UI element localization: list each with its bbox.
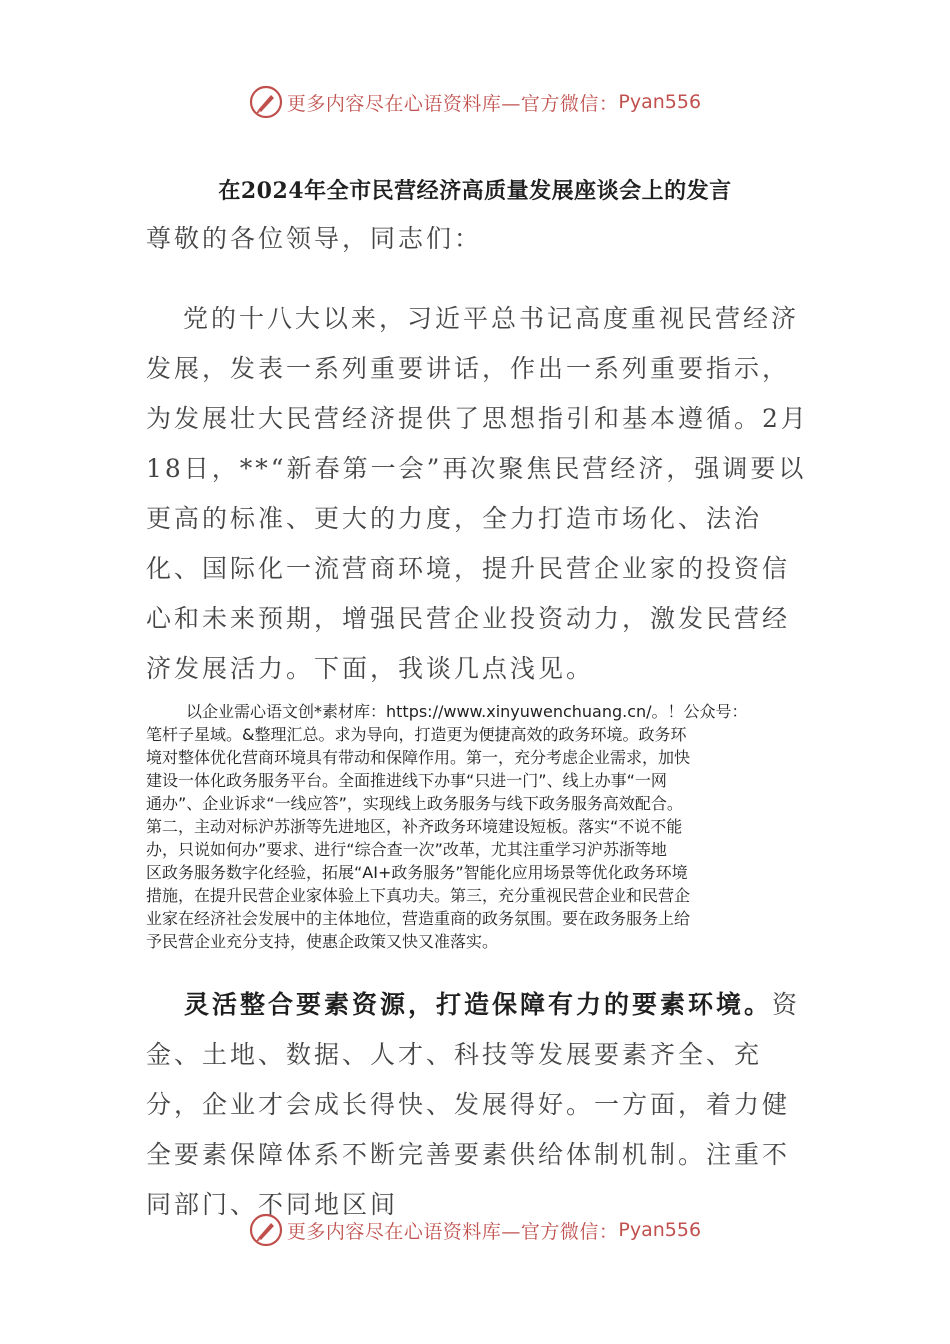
paragraph-2: [146, 980, 816, 1230]
small-text-line: 业家在经济社会发展中的主体地位，营造重商的政务氛围。要在政务服务上给: [146, 909, 691, 928]
paragraph-2-heading: 灵活整合要素资源，打造保障有力的要素环境。: [184, 990, 773, 1019]
pen-logo-icon: [249, 85, 283, 119]
small-text-line: 境对整体优化营商环境具有带动和保障作用。第一，充分考虑企业需求，加快: [146, 748, 691, 767]
pen-logo-icon: [249, 1213, 283, 1247]
banner-text: 更多内容尽在心语资料库—官方微信：: [286, 92, 619, 115]
document-title: 在2024年全市民营经济高质量发展座谈会上的发言: [218, 178, 732, 204]
banner-text: 更多内容尽在心语资料库—官方微信：: [286, 1220, 619, 1243]
small-text-line: 予民营企业充分支持，使惠企政策又快又准落实。: [146, 932, 499, 951]
small-text-line: 办，只说如何办”要求、进行“综合查一次”改革，尤其注重学习沪苏浙等地: [146, 840, 667, 859]
paragraph-2-body: 资金、土地、数据、人才、科技等发展要素齐全、充分，企业才会成长得快、发展得好。一方面，着力健全要素保障体系不断完善要素供给体制机制。注重不同部门、不同地区间: [146, 990, 801, 1219]
small-text-line: 笔杆子星域。&整理汇总。求为导向，打造更为便捷高效的政务环境。政务环: [146, 725, 687, 744]
small-text-line: 措施，在提升民营企业家体验上下真功夫。第三，充分重视民营企业和民营企: [146, 886, 691, 905]
small-text-line: 第二，主动对标沪苏浙等先进地区，补齐政务环境建设短板。落实“不说不能: [146, 817, 683, 836]
small-text-line: 通办”、企业诉求“一线应答”，实现线上政务服务与线下政务服务高效配合。: [146, 794, 683, 813]
small-text-line: 区政务服务数字化经验，拓展“AI+政务服务”智能化应用场景等优化政务环境: [146, 863, 688, 882]
small-text-line: 建设一体化政务服务平台。全面推进线下办事“只进一门”、线上办事“一网: [146, 771, 667, 790]
header-banner: [0, 82, 950, 122]
banner-wechat-id: Pyan556: [618, 1219, 702, 1241]
greeting: 尊敬的各位领导，同志们：: [146, 224, 483, 253]
footer-banner: [0, 1210, 950, 1250]
small-text-line: 以企业需心语文创*素材库：https://www.xinyuwenchuang.cn/。！公众号：: [186, 702, 748, 721]
banner-wechat-id: Pyan556: [618, 91, 702, 113]
inserted-small-text: [146, 700, 816, 953]
paragraph-1: 党的十八大以来，习近平总书记高度重视民营经济发展，发表一系列重要讲话，作出一系列重要指示，为发展壮大民营经济提供了思想指引和基本遵循。2月18日，**“新春第一会”再次聚焦民营经济，强调要以更高的标准、更大的力度，全力打造市场化、法治化、国际化一流营商环境，提升民营企业家的投资信心和未来预期，增强民营企业投资动力，激发民营经济发展活力。下面，我谈几点浅见。: [146, 304, 809, 683]
